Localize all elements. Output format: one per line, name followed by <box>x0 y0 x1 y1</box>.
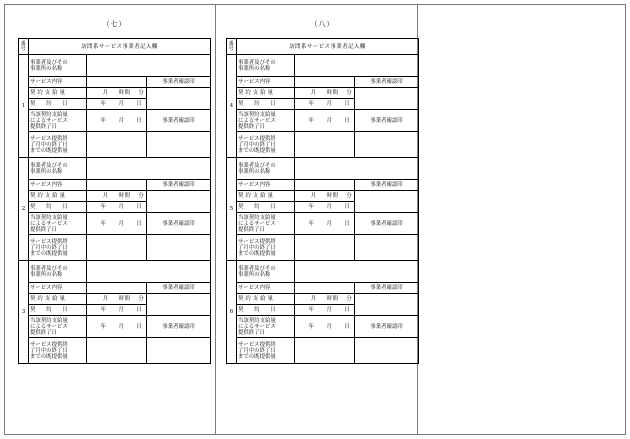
service-end-date-field[interactable]: 年 月 日 <box>87 213 147 235</box>
service-end-date-label: 当該契約支給量 によるサービス 提供終了日 <box>29 316 87 338</box>
service-content-field[interactable] <box>295 77 355 88</box>
office-name-label: 事業者及びその 事業所の名称 <box>29 55 87 77</box>
office-name-field[interactable] <box>87 158 211 180</box>
service-content-field[interactable] <box>87 77 147 88</box>
provided-amount-field[interactable] <box>295 338 355 364</box>
confirm-seal-field[interactable] <box>147 132 211 158</box>
contract-amount-label: 契約支給量 <box>29 294 87 305</box>
contract-date-field[interactable]: 年 月 日 <box>295 305 355 316</box>
confirm-seal-field[interactable] <box>355 338 419 364</box>
contract-date-label: 契 約 日 <box>237 202 295 213</box>
office-name-label: 事業者及びその 事業所の名称 <box>29 158 87 180</box>
block-number: 3 <box>19 261 29 364</box>
provided-amount-field[interactable] <box>87 132 147 158</box>
table-title: 訪問系サービス事業者記入欄 <box>237 39 419 55</box>
confirm-seal-label: 事業者確認印 <box>147 180 211 191</box>
provider-entry-table <box>226 38 419 364</box>
confirm-seal-field[interactable] <box>355 294 419 316</box>
office-name-field[interactable] <box>295 55 419 77</box>
confirm-seal-label: 事業者確認印 <box>355 283 419 294</box>
confirm-seal-field[interactable] <box>147 235 211 261</box>
contract-date-field[interactable]: 年 月 日 <box>87 305 147 316</box>
block-number: 4 <box>227 55 237 158</box>
contract-date-field[interactable]: 年 月 日 <box>295 202 355 213</box>
service-end-date-field[interactable]: 年 月 日 <box>295 110 355 132</box>
contract-date-label: 契 約 日 <box>29 99 87 110</box>
confirm-seal-label: 事業者確認印 <box>147 283 211 294</box>
service-content-field[interactable] <box>87 180 147 191</box>
contract-amount-label: 契約支給量 <box>237 191 295 202</box>
service-content-label: サービス内容 <box>29 283 87 294</box>
office-name-field[interactable] <box>295 158 419 180</box>
confirm-seal-label: 事業者確認印 <box>355 316 419 338</box>
service-end-date-label: 当該契約支給量 によるサービス 提供終了日 <box>237 213 295 235</box>
provider-entry-table <box>18 38 211 364</box>
service-end-date-label: 当該契約支給量 によるサービス 提供終了日 <box>237 110 295 132</box>
confirm-seal-label: 事業者確認印 <box>147 316 211 338</box>
service-end-date-field[interactable]: 年 月 日 <box>295 213 355 235</box>
confirm-seal-field[interactable] <box>355 191 419 213</box>
provided-amount-field[interactable] <box>295 235 355 261</box>
confirm-seal-field[interactable] <box>355 88 419 110</box>
service-end-date-label: 当該契約支給量 によるサービス 提供終了日 <box>237 316 295 338</box>
contract-date-label: 契 約 日 <box>29 305 87 316</box>
service-content-field[interactable] <box>87 283 147 294</box>
section-title: （七） <box>102 20 127 28</box>
service-content-label: サービス内容 <box>237 180 295 191</box>
confirm-seal-field[interactable] <box>147 88 211 110</box>
block-number: 6 <box>227 261 237 364</box>
office-name-field[interactable] <box>87 55 211 77</box>
contract-amount-field[interactable]: 月 時間 分 <box>295 88 355 99</box>
table-title: 訪問系サービス事業者記入欄 <box>29 39 211 55</box>
provided-amount-field[interactable] <box>87 338 147 364</box>
confirm-seal-label: 事業者確認印 <box>355 77 419 88</box>
contract-amount-label: 契約支給量 <box>237 294 295 305</box>
confirm-seal-field[interactable] <box>355 132 419 158</box>
confirm-seal-field[interactable] <box>147 338 211 364</box>
number-header: 番号 <box>227 39 237 55</box>
service-end-date-label: 当該契約支給量 によるサービス 提供終了日 <box>29 110 87 132</box>
provided-amount-label: サービス提供終 了月中の終了日 までの既提供量 <box>237 235 295 261</box>
office-name-label: 事業者及びその 事業所の名称 <box>237 261 295 283</box>
contract-amount-label: 契約支給量 <box>29 88 87 99</box>
service-content-field[interactable] <box>295 180 355 191</box>
office-name-label: 事業者及びその 事業所の名称 <box>237 158 295 180</box>
service-content-label: サービス内容 <box>29 77 87 88</box>
form-section <box>18 10 211 364</box>
section-title: （八） <box>310 20 335 28</box>
office-name-label: 事業者及びその 事業所の名称 <box>29 261 87 283</box>
confirm-seal-label: 事業者確認印 <box>147 77 211 88</box>
block-number: 1 <box>19 55 29 158</box>
contract-amount-label: 契約支給量 <box>29 191 87 202</box>
office-name-label: 事業者及びその 事業所の名称 <box>237 55 295 77</box>
confirm-seal-field[interactable] <box>355 235 419 261</box>
contract-amount-field[interactable]: 月 時間 分 <box>295 294 355 305</box>
provided-amount-field[interactable] <box>87 235 147 261</box>
provided-amount-label: サービス提供終 了月中の終了日 までの既提供量 <box>29 132 87 158</box>
confirm-seal-label: 事業者確認印 <box>147 110 211 132</box>
provided-amount-field[interactable] <box>295 132 355 158</box>
contract-date-field[interactable]: 年 月 日 <box>87 202 147 213</box>
service-end-date-field[interactable]: 年 月 日 <box>87 316 147 338</box>
provided-amount-label: サービス提供終 了月中の終了日 までの既提供量 <box>29 338 87 364</box>
contract-date-field[interactable]: 年 月 日 <box>295 99 355 110</box>
block-number: 2 <box>19 158 29 261</box>
provided-amount-label: サービス提供終 了月中の終了日 までの既提供量 <box>29 235 87 261</box>
service-content-label: サービス内容 <box>29 180 87 191</box>
contract-amount-field[interactable]: 月 時間 分 <box>295 191 355 202</box>
confirm-seal-field[interactable] <box>147 191 211 213</box>
contract-date-field[interactable]: 年 月 日 <box>87 99 147 110</box>
block-number: 5 <box>227 158 237 261</box>
contract-amount-field[interactable]: 月 時間 分 <box>87 191 147 202</box>
office-name-field[interactable] <box>87 261 211 283</box>
confirm-seal-label: 事業者確認印 <box>355 180 419 191</box>
service-end-date-field[interactable]: 年 月 日 <box>295 316 355 338</box>
number-header: 番号 <box>19 39 29 55</box>
service-content-label: サービス内容 <box>237 77 295 88</box>
contract-amount-label: 契約支給量 <box>237 88 295 99</box>
provided-amount-label: サービス提供終 了月中の終了日 までの既提供量 <box>237 338 295 364</box>
form-section <box>226 10 419 364</box>
service-end-date-field[interactable]: 年 月 日 <box>87 110 147 132</box>
provided-amount-label: サービス提供終 了月中の終了日 までの既提供量 <box>237 132 295 158</box>
contract-date-label: 契 約 日 <box>237 305 295 316</box>
contract-date-label: 契 約 日 <box>29 202 87 213</box>
service-content-field[interactable] <box>295 283 355 294</box>
page-divider-left <box>215 4 216 435</box>
office-name-field[interactable] <box>295 261 419 283</box>
confirm-seal-label: 事業者確認印 <box>147 213 211 235</box>
contract-amount-field[interactable]: 月 時間 分 <box>87 88 147 99</box>
service-content-label: サービス内容 <box>237 283 295 294</box>
confirm-seal-label: 事業者確認印 <box>355 110 419 132</box>
contract-amount-field[interactable]: 月 時間 分 <box>87 294 147 305</box>
contract-date-label: 契 約 日 <box>237 99 295 110</box>
confirm-seal-label: 事業者確認印 <box>355 213 419 235</box>
service-end-date-label: 当該契約支給量 によるサービス 提供終了日 <box>29 213 87 235</box>
confirm-seal-field[interactable] <box>147 294 211 316</box>
